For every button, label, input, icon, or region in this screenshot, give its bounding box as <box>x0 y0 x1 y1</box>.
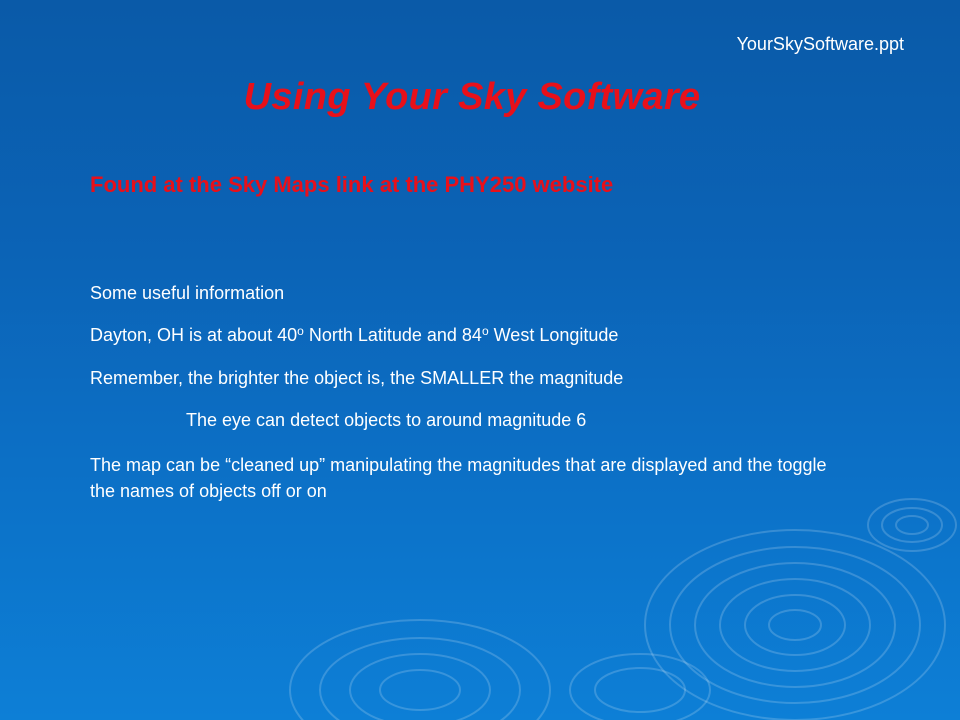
filename-label: YourSkySoftware.ppt <box>736 34 904 54</box>
brightness-note: Remember, the brighter the object is, the SMALLER the magnitude <box>90 368 624 388</box>
location-text <box>90 322 850 348</box>
slide-subtitle: Found at the Sky Maps link at the PHY250 website <box>90 172 614 197</box>
location-part-2: North Latitude and 84 <box>303 325 482 345</box>
location-part-3: West Longitude <box>488 325 619 345</box>
cleanup-note: The map can be “cleaned up” manipulating the magnitudes that are displayed and the toggle the names of objects off or on <box>90 455 827 501</box>
intro-text: Some useful information <box>90 283 285 303</box>
slide-title: Using Your Sky Software <box>243 76 701 118</box>
eye-note: The eye can detect objects to around magnitude 6 <box>186 410 587 430</box>
degree-superscript-1: o <box>297 324 304 338</box>
degree-superscript-2: o <box>481 324 489 338</box>
location-part-1: Dayton, OH is at about 40 <box>90 325 298 345</box>
